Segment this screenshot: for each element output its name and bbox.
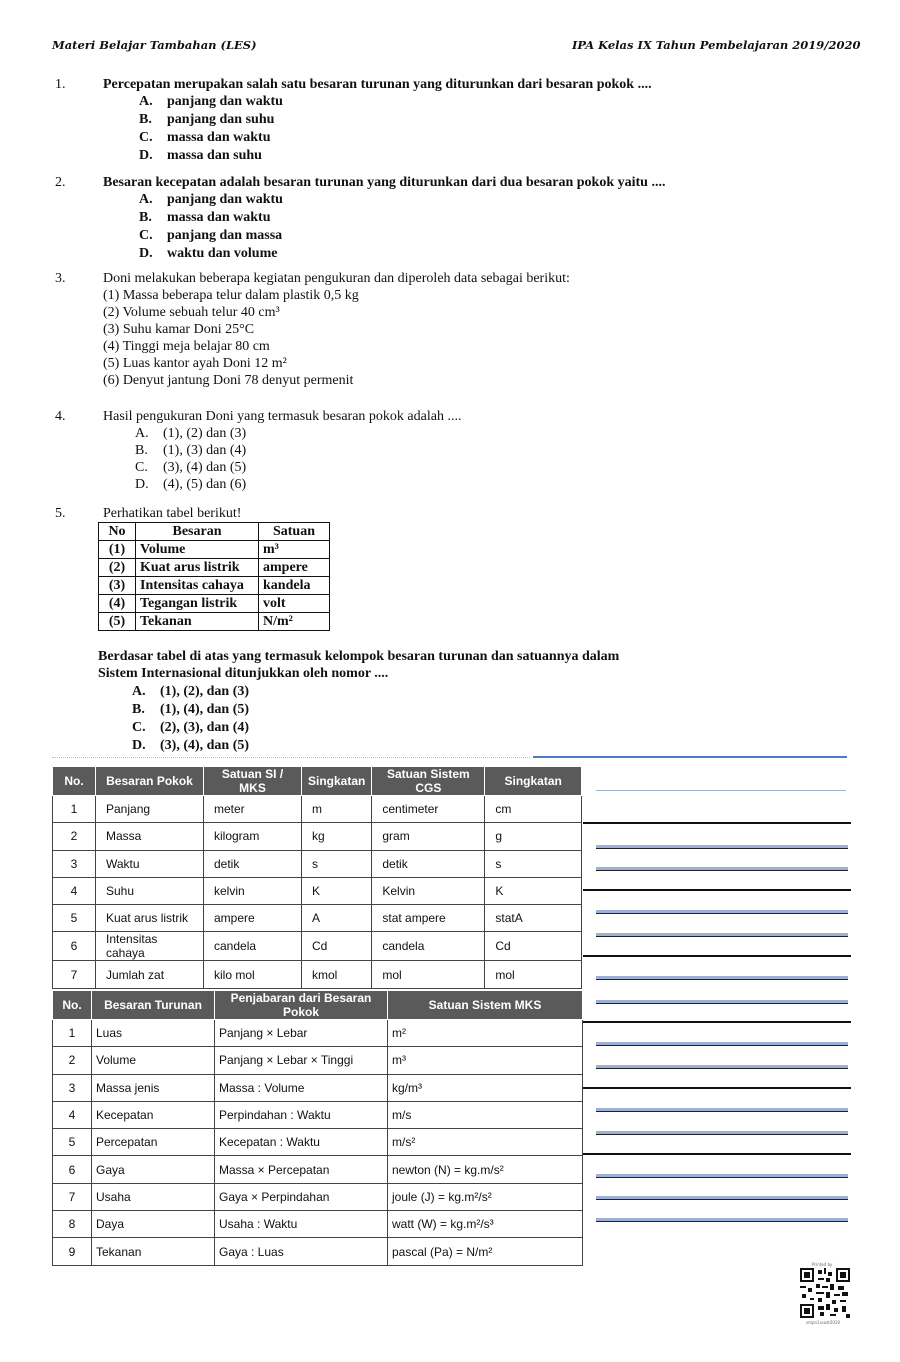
table-row — [53, 1129, 583, 1156]
cell: Gaya — [92, 1156, 215, 1183]
cell: Kuat arus listrik — [96, 905, 204, 932]
cell: Tekanan — [92, 1238, 215, 1265]
option-d: D. (3), (4), dan (5) — [132, 738, 250, 753]
cell: Tekanan — [136, 613, 259, 631]
cell: 5 — [53, 1129, 92, 1156]
rule-line — [596, 1131, 848, 1135]
cell: Cd — [485, 932, 582, 961]
table-row — [53, 1183, 583, 1210]
cell: mol — [372, 961, 485, 988]
cell: 7 — [53, 961, 96, 988]
header-left: Materi Belajar Tambahan (LES) — [52, 38, 257, 52]
cell: cm — [485, 796, 582, 823]
table-header-row — [99, 523, 330, 541]
cell: Volume — [136, 541, 259, 559]
data-line-2: (2) Volume sebuah telur 40 cm³ — [103, 305, 280, 320]
cell: (2) — [99, 559, 136, 577]
cell: (5) — [99, 613, 136, 631]
header-cell: Besaran Pokok — [96, 767, 204, 796]
cell: Panjang × Lebar — [215, 1020, 388, 1047]
header-cell: Besaran — [136, 523, 259, 541]
header-cell: No — [99, 523, 136, 541]
cell: Cd — [302, 932, 372, 961]
option-a: A. (1), (2), dan (3) — [132, 684, 250, 699]
question-text: Besaran kecepatan adalah besaran turunan yang diturunkan dari dua besaran pokok yaitu .... — [103, 175, 666, 190]
rule-line — [583, 1021, 851, 1023]
table-row — [53, 796, 582, 823]
rule-line — [583, 955, 851, 957]
cell: kg — [302, 823, 372, 850]
blue-rule-thin — [596, 790, 846, 791]
dotted-divider — [52, 757, 530, 758]
table-row — [53, 877, 582, 904]
table-row — [53, 1020, 583, 1047]
cell: Tegangan listrik — [136, 595, 259, 613]
header-cell: No. — [53, 991, 92, 1020]
table-row — [99, 595, 330, 613]
cell: 6 — [53, 1156, 92, 1183]
table-row — [53, 1101, 583, 1128]
cell: kg/m³ — [388, 1074, 583, 1101]
rule-line — [583, 1087, 851, 1089]
cell: 5 — [53, 905, 96, 932]
besaran-turunan-table — [52, 990, 583, 1266]
header-right: IPA Kelas IX Tahun Pembelajaran 2019/2020 — [572, 38, 861, 52]
table-row — [53, 1211, 583, 1238]
question-number: 3. — [55, 271, 66, 286]
cell: m/s² — [388, 1129, 583, 1156]
cell: Massa : Volume — [215, 1074, 388, 1101]
option-c: C. (2), (3), dan (4) — [132, 720, 250, 735]
cell: m³ — [259, 541, 330, 559]
cell: 3 — [53, 1074, 92, 1101]
cell: 6 — [53, 932, 96, 961]
option-d: D. (4), (5) dan (6) — [135, 477, 247, 492]
question-number: 4. — [55, 409, 66, 424]
cell: statA — [485, 905, 582, 932]
cell: (4) — [99, 595, 136, 613]
qr-code-icon — [800, 1268, 850, 1318]
table-row — [53, 932, 582, 961]
table-row — [53, 823, 582, 850]
header-cell: Satuan SI / MKS — [204, 767, 302, 796]
question-text: Percepatan merupakan salah satu besaran turunan yang diturunkan dari besaran pokok .... — [103, 77, 652, 92]
cell: (3) — [99, 577, 136, 595]
cell: Massa — [96, 823, 204, 850]
cell: m — [302, 796, 372, 823]
cell: A — [302, 905, 372, 932]
cell: 4 — [53, 1101, 92, 1128]
cell: Gaya : Luas — [215, 1238, 388, 1265]
rule-line — [583, 1153, 851, 1155]
cell: 2 — [53, 823, 96, 850]
rule-line — [596, 1065, 848, 1069]
cell: Usaha — [92, 1183, 215, 1210]
option-d: D. massa dan suhu — [139, 148, 262, 163]
cell: Kecepatan : Waktu — [215, 1129, 388, 1156]
besaran-table — [98, 522, 330, 631]
data-line-4: (4) Tinggi meja belajar 80 cm — [103, 339, 270, 354]
cell: g — [485, 823, 582, 850]
header-cell: Besaran Turunan — [92, 991, 215, 1020]
table-row — [99, 559, 330, 577]
cell: meter — [204, 796, 302, 823]
option-b: B. (1), (4), dan (5) — [132, 702, 250, 717]
rule-line — [583, 889, 851, 891]
question-text-line-1: Berdasar tabel di atas yang termasuk kelompok besaran turunan dan satuannya dalam — [98, 649, 620, 664]
table-row — [53, 1238, 583, 1265]
cell: Panjang × Lebar × Tinggi — [215, 1047, 388, 1074]
cell: Intensitas cahaya — [96, 932, 204, 961]
question-text: Perhatikan tabel berikut! — [103, 506, 242, 521]
qr-top-text: Printed by — [812, 1262, 833, 1267]
option-b: B. massa dan waktu — [139, 210, 271, 225]
cell: Gaya × Perpindahan — [215, 1183, 388, 1210]
table-row — [99, 613, 330, 631]
option-a: A. panjang dan waktu — [139, 94, 283, 109]
table-header-row — [53, 991, 583, 1020]
rule-line — [596, 1196, 848, 1200]
blue-rule — [533, 756, 847, 758]
cell: kandela — [259, 577, 330, 595]
option-a: A. (1), (2) dan (3) — [135, 426, 247, 441]
cell: kmol — [302, 961, 372, 988]
cell: kilo mol — [204, 961, 302, 988]
cell: watt (W) = kg.m²/s³ — [388, 1211, 583, 1238]
cell: Massa jenis — [92, 1074, 215, 1101]
cell: m³ — [388, 1047, 583, 1074]
cell: K — [302, 877, 372, 904]
cell: Jumlah zat — [96, 961, 204, 988]
cell: K — [485, 877, 582, 904]
data-line-1: (1) Massa beberapa telur dalam plastik 0,5 kg — [103, 288, 359, 303]
cell: 3 — [53, 850, 96, 877]
cell: detik — [372, 850, 485, 877]
cell: m/s — [388, 1101, 583, 1128]
cell: ampere — [259, 559, 330, 577]
table-row — [99, 541, 330, 559]
cell: Perpindahan : Waktu — [215, 1101, 388, 1128]
table-row — [53, 850, 582, 877]
cell: mol — [485, 961, 582, 988]
cell: 1 — [53, 796, 96, 823]
cell: Kelvin — [372, 877, 485, 904]
rule-line — [596, 976, 848, 980]
cell: detik — [204, 850, 302, 877]
option-b: B. (1), (3) dan (4) — [135, 443, 247, 458]
cell: Kuat arus listrik — [136, 559, 259, 577]
table-header-row — [53, 767, 582, 796]
rule-line — [583, 822, 851, 824]
cell: (1) — [99, 541, 136, 559]
header-cell: Penjabaran dari Besaran Pokok — [215, 991, 388, 1020]
cell: Kecepatan — [92, 1101, 215, 1128]
option-c: C. (3), (4) dan (5) — [135, 460, 247, 475]
data-line-6: (6) Denyut jantung Doni 78 denyut permenit — [103, 373, 354, 388]
cell: candela — [372, 932, 485, 961]
cell: s — [485, 850, 582, 877]
question-text-line-2: Sistem Internasional ditunjukkan oleh nomor .... — [98, 666, 389, 681]
besaran-pokok-table — [52, 766, 582, 989]
rule-line — [596, 1174, 848, 1178]
header-cell: No. — [53, 767, 96, 796]
cell: Panjang — [96, 796, 204, 823]
cell: joule (J) = kg.m²/s² — [388, 1183, 583, 1210]
cell: Massa × Percepatan — [215, 1156, 388, 1183]
cell: 4 — [53, 877, 96, 904]
table-row — [53, 961, 582, 988]
option-c: C. massa dan waktu — [139, 130, 271, 145]
data-line-3: (3) Suhu kamar Doni 25°C — [103, 322, 255, 337]
cell: stat ampere — [372, 905, 485, 932]
cell: Daya — [92, 1211, 215, 1238]
rule-line — [596, 1042, 848, 1046]
cell: pascal (Pa) = N/m² — [388, 1238, 583, 1265]
table-row — [53, 1074, 583, 1101]
cell: N/m² — [259, 613, 330, 631]
rule-line — [596, 845, 848, 849]
header-cell: Satuan — [259, 523, 330, 541]
cell: centimeter — [372, 796, 485, 823]
table-row — [53, 1156, 583, 1183]
cell: newton (N) = kg.m/s² — [388, 1156, 583, 1183]
cell: ampere — [204, 905, 302, 932]
question-number: 1. — [55, 77, 66, 92]
qr-bottom-text: smpn1ssast2020 — [806, 1320, 841, 1325]
question-number: 2. — [55, 175, 66, 190]
table-row — [53, 1047, 583, 1074]
cell: Intensitas cahaya — [136, 577, 259, 595]
question-number: 5. — [55, 506, 66, 521]
option-b: B. panjang dan suhu — [139, 112, 275, 127]
cell: Percepatan — [92, 1129, 215, 1156]
cell: Usaha : Waktu — [215, 1211, 388, 1238]
rule-line — [596, 933, 848, 937]
table-row — [53, 905, 582, 932]
rule-line — [596, 867, 848, 871]
option-c: C. panjang dan massa — [139, 228, 283, 243]
question-text: Hasil pengukuran Doni yang termasuk besaran pokok adalah .... — [103, 409, 462, 424]
cell: 9 — [53, 1238, 92, 1265]
cell: s — [302, 850, 372, 877]
cell: Waktu — [96, 850, 204, 877]
rule-line — [596, 1218, 848, 1222]
cell: kelvin — [204, 877, 302, 904]
cell: 2 — [53, 1047, 92, 1074]
cell: m² — [388, 1020, 583, 1047]
question-text: Doni melakukan beberapa kegiatan pengukuran dan diperoleh data sebagai berikut: — [103, 271, 570, 286]
cell: gram — [372, 823, 485, 850]
header-cell: Satuan Sistem CGS — [372, 767, 485, 796]
cell: Suhu — [96, 877, 204, 904]
cell: kilogram — [204, 823, 302, 850]
rule-line — [596, 1108, 848, 1112]
option-a: A. panjang dan waktu — [139, 192, 283, 207]
header-cell: Singkatan — [485, 767, 582, 796]
cell: candela — [204, 932, 302, 961]
cell: Volume — [92, 1047, 215, 1074]
cell: 1 — [53, 1020, 92, 1047]
data-line-5: (5) Luas kantor ayah Doni 12 m² — [103, 356, 287, 371]
rule-line — [596, 910, 848, 914]
cell: 7 — [53, 1183, 92, 1210]
rule-line — [596, 1000, 848, 1004]
table-row — [99, 577, 330, 595]
header-cell: Satuan Sistem MKS — [388, 991, 583, 1020]
cell: Luas — [92, 1020, 215, 1047]
cell: volt — [259, 595, 330, 613]
header-cell: Singkatan — [302, 767, 372, 796]
option-d: D. waktu dan volume — [139, 246, 278, 261]
cell: 8 — [53, 1211, 92, 1238]
